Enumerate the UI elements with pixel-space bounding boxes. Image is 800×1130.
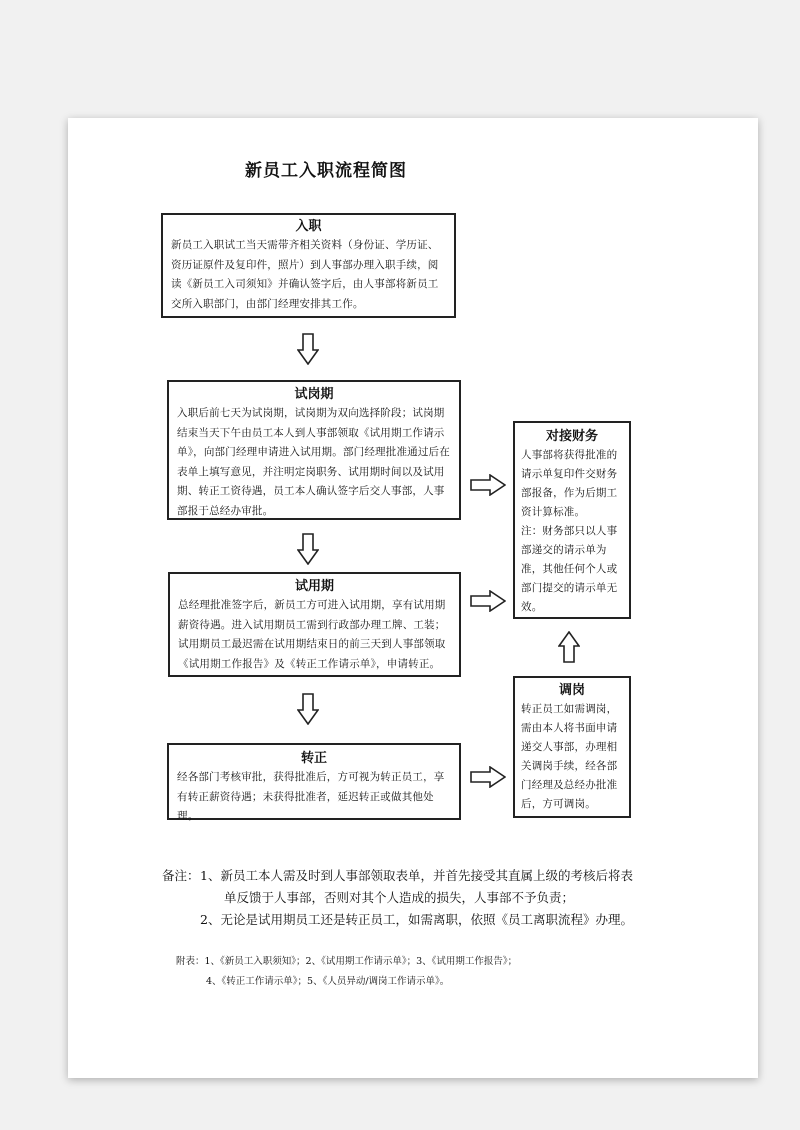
box-transfer-heading: 调岗 <box>558 683 585 698</box>
right-arrow-icon <box>470 590 506 612</box>
box-trial-post-line: 期、转正工资待遇，员工本人确认签字后交人事部，人事 <box>177 485 445 497</box>
box-trial-post-line: 结束当天下午由员工本人到人事部领取《试用期工作请示 <box>177 426 445 439</box>
box-finance-line: 资计算标准。 <box>521 506 586 518</box>
box-transfer-line: 后，方可调岗。 <box>521 798 596 810</box>
box-finance-line: 请示单复印件交财务 <box>521 468 618 480</box>
box-regularization <box>167 743 461 820</box>
box-transfer-line: 转正员工如需调岗， <box>521 703 618 715</box>
box-regularization-heading: 转正 <box>300 751 327 766</box>
attachments-line: 附表：1、《新员工入职须知》；2、《试用期工作请示单》；3、《试用期工作报告》； <box>176 956 518 967</box>
box-onboarding-line: 新员工入职试工当天需带齐相关资料（身份证、学历证、 <box>171 239 439 251</box>
box-onboarding-line: 资历证原件及复印件，照片）到人事部办理入职手续，阅 <box>171 258 439 271</box>
box-finance-line: 部门提交的请示单无 <box>521 582 618 594</box>
note-line: 2、无论是试用期员工还是转正员工，如需离职，依照《员工离职流程》办理。 <box>200 912 633 927</box>
box-probation-line: 总经理批准签字后，新员工方可进入试用期，享有试用期 <box>178 599 446 611</box>
box-trial-post <box>167 380 461 520</box>
box-trial-post-heading: 试岗期 <box>294 387 334 402</box>
down-arrow-icon <box>297 333 319 365</box>
box-regularization-line: 经各部门考核审批，获得批准后，方可视为转正员工，享 <box>177 771 445 783</box>
right-arrow-icon <box>470 474 506 496</box>
box-probation-heading: 试用期 <box>294 579 334 594</box>
box-onboarding-line: 读《新员工入司须知》并确认签字后，由人事部将新员工 <box>171 278 439 290</box>
box-onboarding-heading: 入职 <box>295 219 322 234</box>
box-probation-line: 《试用期工作报告》及《转正工作请示单》，申请转正。 <box>178 657 441 670</box>
page-title: 新员工入职流程简图 <box>245 161 407 181</box>
box-finance-line: 部报备，作为后期工 <box>521 487 618 499</box>
box-trial-post-line: 单》，向部门经理申请进入试用期。部门经理批准通过后在 <box>177 446 450 458</box>
box-finance-line: 效。 <box>521 601 543 613</box>
box-finance <box>513 421 631 619</box>
box-transfer-line: 门经理及总经办批准 <box>521 779 618 791</box>
box-finance-line: 准，其他任何个人或 <box>521 563 618 575</box>
box-trial-post-line: 部报于总经办审批。 <box>177 504 274 517</box>
box-onboarding-line: 交所入职部门，由部门经理安排其工作。 <box>171 297 364 310</box>
box-finance-line: 人事部将获得批准的 <box>521 449 618 461</box>
attachments-line: 4、《转正工作请示单》；5、《人员异动/调岗工作请示单》。 <box>206 976 450 987</box>
box-regularization-line: 有转正薪资待遇；未获得批准者，延迟转正或做其他处理。 <box>177 790 434 822</box>
box-probation <box>168 572 461 677</box>
box-transfer-line: 关调岗手续，经各部 <box>521 760 618 772</box>
box-probation-line: 薪资待遇。进入试用期员工需到行政部办理工牌、工装； <box>178 618 446 631</box>
box-trial-post-line: 入职后前七天为试岗期，试岗期为双向选择阶段；试岗期 <box>177 407 445 419</box>
note-line: 1、新员工本人需及时到人事部领取表单，并首先接受其直属上级的考核后将表 <box>200 868 633 883</box>
down-arrow-icon <box>297 693 319 725</box>
note-line: 单反馈于人事部，否则对其个人造成的损失，人事部不予负责； <box>224 890 575 905</box>
box-probation-line: 试用期员工最迟需在试用期结束日的前三天到人事部领取 <box>178 638 446 650</box>
up-arrow-icon <box>558 631 580 663</box>
notes-prefix: 备注： <box>162 868 200 883</box>
box-finance-line: 部递交的请示单为 <box>521 544 607 556</box>
box-transfer-line: 递交人事部，办理相 <box>521 741 618 753</box>
box-finance-heading: 对接财务 <box>545 429 598 444</box>
box-finance-line: 注：财务部只以人事 <box>521 525 618 537</box>
box-transfer-line: 需由本人将书面申请 <box>521 722 618 734</box>
right-arrow-icon <box>470 766 506 788</box>
box-trial-post-line: 表单上填写意见，并注明定岗职务、试用期时间以及试用 <box>177 465 445 478</box>
box-onboarding <box>161 213 456 318</box>
down-arrow-icon <box>297 533 319 565</box>
box-transfer <box>513 676 631 818</box>
